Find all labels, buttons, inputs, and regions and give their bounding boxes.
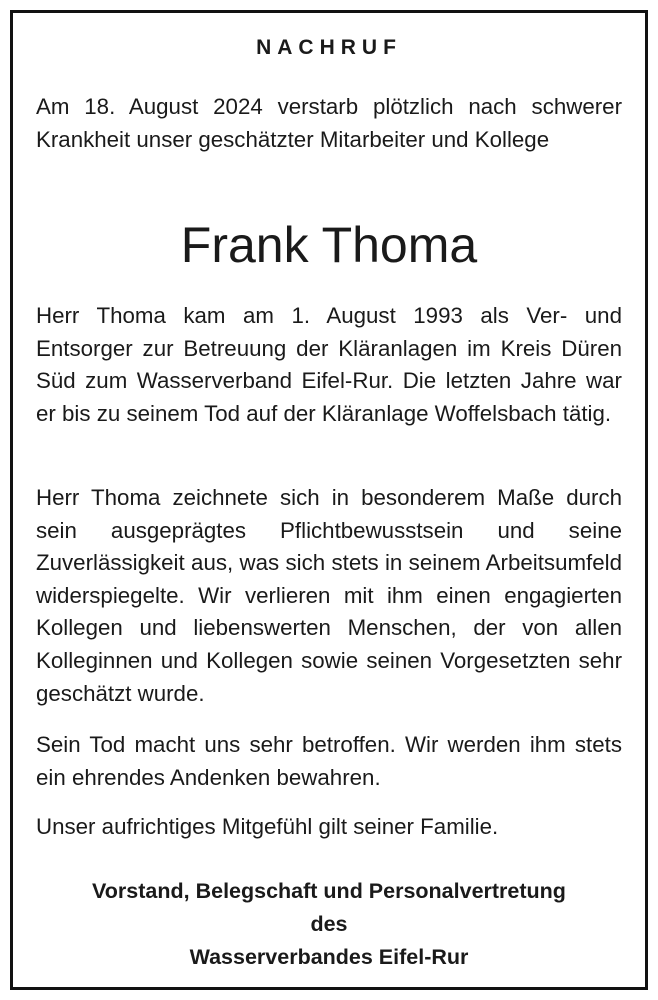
signature-line-1: Vorstand, Belegschaft und Personalvertretung: [92, 879, 566, 903]
condolence-paragraph: Unser aufrichtiges Mitgefühl gilt seiner Familie.: [36, 814, 499, 839]
remembrance-paragraph: Sein Tod macht uns sehr betroffen. Wir werden ihm stets ein ehrendes Andenken bewahren.: [36, 732, 622, 790]
notice-heading: NACHRUF: [256, 36, 402, 59]
signature-line-3: Wasserverbandes Eifel-Rur: [189, 945, 469, 969]
intro-paragraph: Am 18. August 2024 verstarb plötzlich nach schwerer Krankheit unser geschätzter Mitarbeiter und Kollege: [36, 94, 622, 152]
career-paragraph: Herr Thoma kam am 1. August 1993 als Ver- und Entsorger zur Betreuung der Kläranlagen im Kreis Düren Süd zum Wasserverband Eifel-Rur. Die letzten Jahre war er bis zu seinem Tod auf der Kläranlage Woffelsbach tätig.: [36, 303, 622, 426]
obituary-content: [36, 13, 622, 987]
signature-block: [36, 875, 622, 974]
obituary-frame: [10, 10, 648, 990]
signature-line-2: des: [310, 912, 348, 936]
tribute-paragraph: Herr Thoma zeichnete sich in besonderem Maße durch sein ausgeprägtes Pflichtbewusstsein und seine Zuverlässigkeit aus, was sich stets in seinem Arbeitsumfeld widerspiegelte. Wir verlieren mit ihm einen engagierten Kollegen und liebenswerten Menschen, der von allen Kolleginnen und Kollegen sowie seinen Vorgesetzten sehr geschätzt wurde.: [36, 485, 622, 706]
deceased-name: Frank Thoma: [180, 217, 478, 273]
